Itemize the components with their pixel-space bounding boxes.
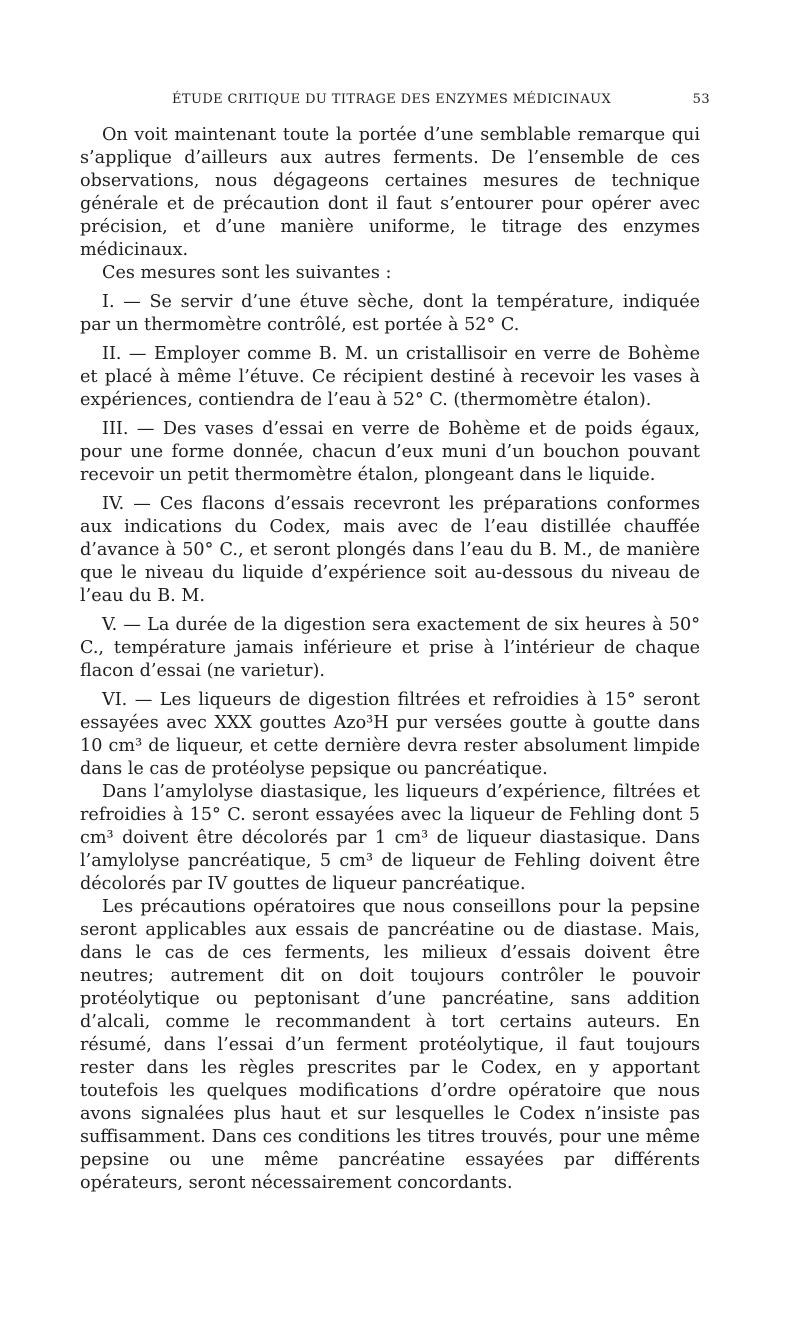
paragraph-measure-3: III. — Des vases d’essai en verre de Bohème et de poids égaux, pour une forme donnée, chacun d’eux muni d’un bouchon pouvant recevoir un petit thermomètre étalon, plongeant dans le liquide. [80, 419, 700, 485]
body-text [80, 124, 700, 1195]
paragraph-intro: On voit maintenant toute la portée d’une semblable remarque qui s’applique d’ailleurs aux autres ferments. De l’ensemble de ces observations, nous dégageons certaines mesures de technique générale et de précaution dont il faut s’entourer pour opérer avec précision, et d’une manière uniforme, le titrage des enzymes médicinaux. [80, 125, 700, 260]
paragraph-measures-heading: Ces mesures sont les suivantes : [102, 263, 392, 283]
running-title: ÉTUDE CRITIQUE DU TITRAGE DES ENZYMES MÉDICINAUX [172, 92, 612, 107]
paragraph-measure-2: II. — Employer comme B. M. un cristallisoir en verre de Bohème et placé à même l’étuve. Ce récipient destiné à recevoir les vases à expériences, contiendra de l’eau à 52° C. (thermomètre étalon). [80, 344, 700, 410]
paragraph-measure-6: VI. — Les liqueurs de digestion filtrées et refroidies à 15° seront essayées avec XXX gouttes Azo³H pur versées goutte à goutte dans 10 cm³ de liqueur, et cette dernière devra rester absolument limpide dans le cas de protéolyse pepsique ou pancréatique. [80, 690, 700, 779]
book-page [80, 88, 710, 1195]
paragraph-measure-1: I. — Se servir d’une étuve sèche, dont la température, indiquée par un thermomètre contrôlé, est portée à 52° C. [80, 292, 700, 335]
paragraph-measure-5: V. — La durée de la digestion sera exactement de six heures à 50° C., température jamais inférieure et prise à l’intérieur de chaque flacon d’essai (ne varietur). [80, 615, 700, 681]
paragraph-conclusion: Les précautions opératoires que nous conseillons pour la pepsine seront applicables aux essais de pancréatine ou de diastase. Mais, dans le cas de ces ferments, les milieux d’essais doivent être neutres; autrement dit on doit toujours contrôler le pouvoir protéolytique ou peptonisant d’une pancréatine, sans addition d’alcali, comme le recommandent à tort certains auteurs. En résumé, dans l’essai d’un ferment protéolytique, il faut toujours rester dans les règles prescrites par le Codex, en y apportant toutefois les quelques modifications d’ordre opératoire que nous avons signalées plus haut et sur lesquelles le Codex n’insiste pas suffisamment. Dans ces conditions les titres trouvés, pour une même pepsine ou une même pancréatine essayées par différents opérateurs, seront nécessairement concordants. [80, 897, 700, 1193]
paragraph-measure-4: IV. — Ces flacons d’essais recevront les préparations conformes aux indications du Codex, mais avec de l’eau distillée chauffée d’avance à 50° C., et seront plongés dans l’eau du B. M., de manière que le niveau du liquide d’expérience soit au-dessous du niveau de l’eau du B. M. [80, 494, 700, 606]
paragraph-amylolyse: Dans l’amylolyse diastasique, les liqueurs d’expérience, filtrées et refroidies à 15° C. seront essayées avec la liqueur de Fehling dont 5 cm³ doivent être décolorés par 1 cm³ de liqueur diastasique. Dans l’amylolyse pancréatique, 5 cm³ de liqueur de Fehling doivent être décolorés par IV gouttes de liqueur pancréatique. [80, 782, 700, 894]
running-head [80, 88, 710, 114]
page-number: 53 [692, 92, 710, 107]
